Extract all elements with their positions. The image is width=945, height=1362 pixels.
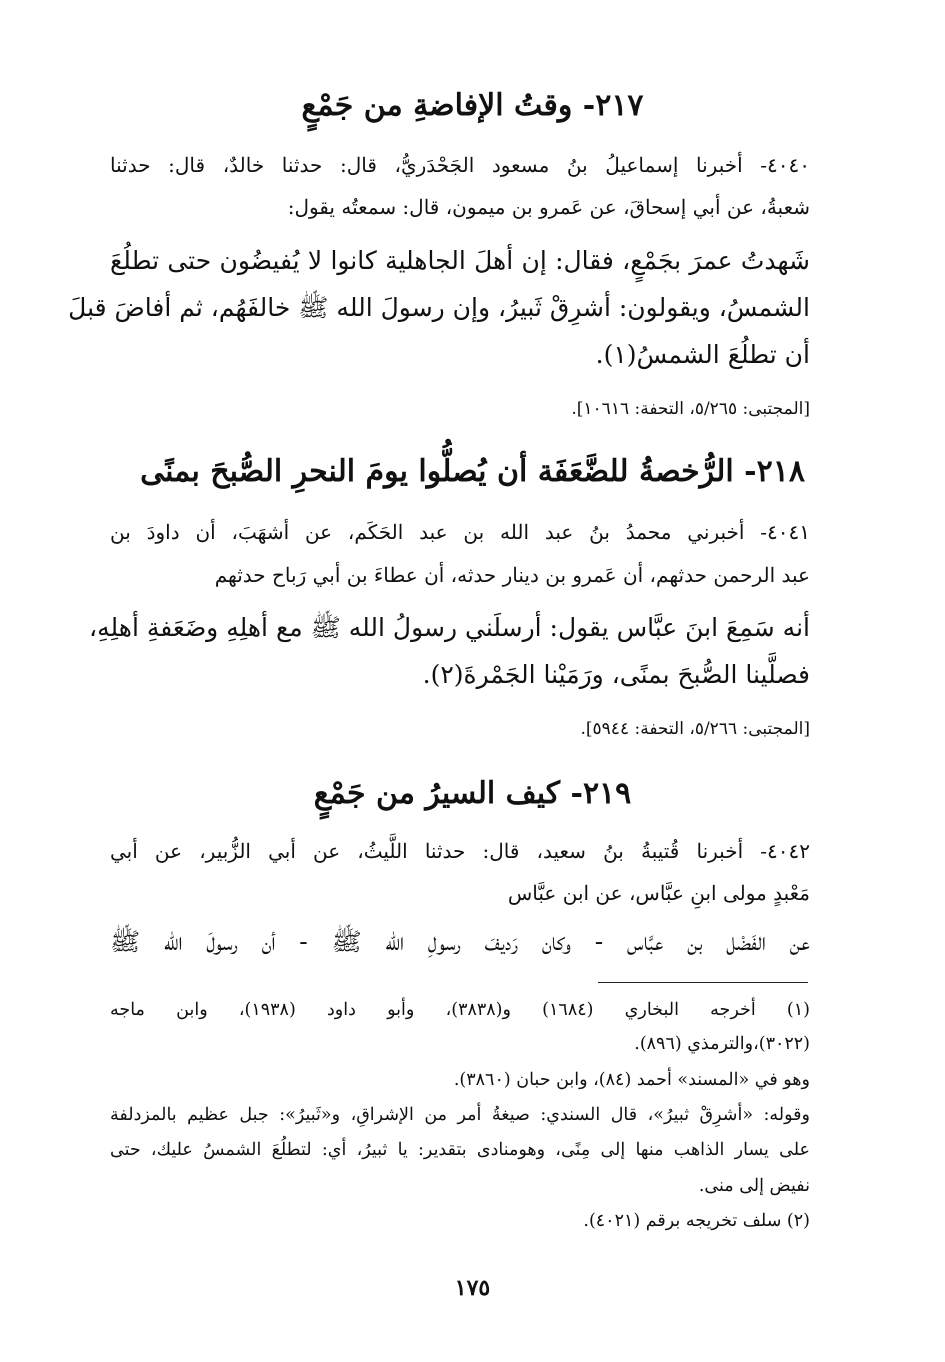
hadith-reference: [المجتبى: ٥/٢٦٦، التحفة: ٥٩٤٤].	[580, 719, 810, 739]
footnote-line: على يسار الذاهب منها إلى مِنًى، وهومنادى بتقدير: يا ثبيرُ، أي: لتطلُعَ الشمسُ عليك، حتى	[110, 1140, 810, 1160]
chapter-heading-218: ٢١٨- الرُّخصةُ للضَّعَفَة أن يُصلُّوا يومَ النحرِ الصُّبحَ بمنًى	[140, 454, 805, 489]
isnad-line: عبد الرحمن حدثهم، أن عَمرو بن دينار حدثه، أن عطاءَ بن أبي رَباح حدثهم	[214, 563, 810, 587]
footnote-line: (٢) سلف تخريجه برقم (٤٠٢١).	[583, 1211, 810, 1231]
hadith-reference: [المجتبى: ٥/٢٦٥، التحفة: ١٠٦١٦].	[571, 399, 810, 419]
page-number: ١٧٥	[454, 1275, 491, 1301]
isnad-line: شعبةُ، عن أبي إسحاقَ، عن عَمرو بن ميمون، قال: سمعتُه يقول:	[287, 195, 810, 219]
footnote-line: نفيض إلى منى.	[698, 1176, 810, 1196]
matn-line: الشمسُ، ويقولون: أشرِقْ ثَبيرُ، وإن رسولَ الله ﷺ خالفَهُم، ثم أفاضَ قبلَ	[68, 293, 810, 322]
matn-line: شَهدتُ عمرَ بجَمْعٍ، فقال: إن أهلَ الجاهلية كانوا لا يُفيضُون حتى تطلُعَ	[110, 246, 810, 275]
isnad-line: ٤٠٤١- أخبرني محمدُ بنُ عبد الله بن عبد الحَكَم، عن أشهَبَ، أن داودَ بن	[110, 520, 810, 544]
footnote-line: (٣٠٢٢)،والترمذي (٨٩٦).	[634, 1034, 810, 1054]
footnote-separator	[598, 982, 808, 983]
chapter-heading-219: ٢١٩- كيف السيرُ من جَمْعٍ	[313, 776, 632, 811]
matn-line: عن الفَضْل بن عبَّاس - وكان رَديفَ رسولِ الله ﷺ - أن رسولَ الله ﷺ	[110, 927, 810, 956]
footnote-line: (١) أخرجه البخاري (١٦٨٤) و(٣٨٣٨)، وأبو داود (١٩٣٨)، وابن ماجه	[110, 1000, 810, 1020]
matn-line: أن تطلُعَ الشمسُ(١).	[595, 340, 810, 369]
chapter-heading-217: ٢١٧- وقتُ الإفاضةِ من جَمْعٍ	[301, 88, 644, 123]
footnote-line: وهو في «المسند» أحمد (٨٤)، وابن حبان (٣٨٦٠).	[453, 1070, 810, 1090]
matn-line: أنه سَمِعَ ابنَ عبَّاس يقول: أرسلَني رسولُ الله ﷺ مع أهلِهِ وضَعَفةِ أهلِهِ،	[89, 613, 810, 642]
matn-line: فصلَّينا الصُّبحَ بمنًى، ورَمَيْنا الجَمْرةَ(٢).	[422, 660, 810, 689]
isnad-line: ٤٠٤٢- أخبرنا قُتيبةُ بنُ سعيد، قال: حدثنا اللَّيثُ، عن أبي الزُّبير، عن أبي	[110, 839, 810, 863]
isnad-line: ٤٠٤٠- أخبرنا إسماعيلُ بنُ مسعود الجَحْدَريُّ، قال: حدثنا خالدٌ، قال: حدثنا	[110, 153, 810, 177]
footnote-line: وقوله: «أشرِقْ ثبيرُ»، قال السندي: صيغةُ أمر من الإشراقِ، و«ثَبيرُ»: جبل عظيم بالمزدلفة	[110, 1105, 810, 1125]
isnad-line: مَعْبدٍ مولى ابنِ عبَّاس، عن ابن عبَّاس	[507, 881, 810, 905]
